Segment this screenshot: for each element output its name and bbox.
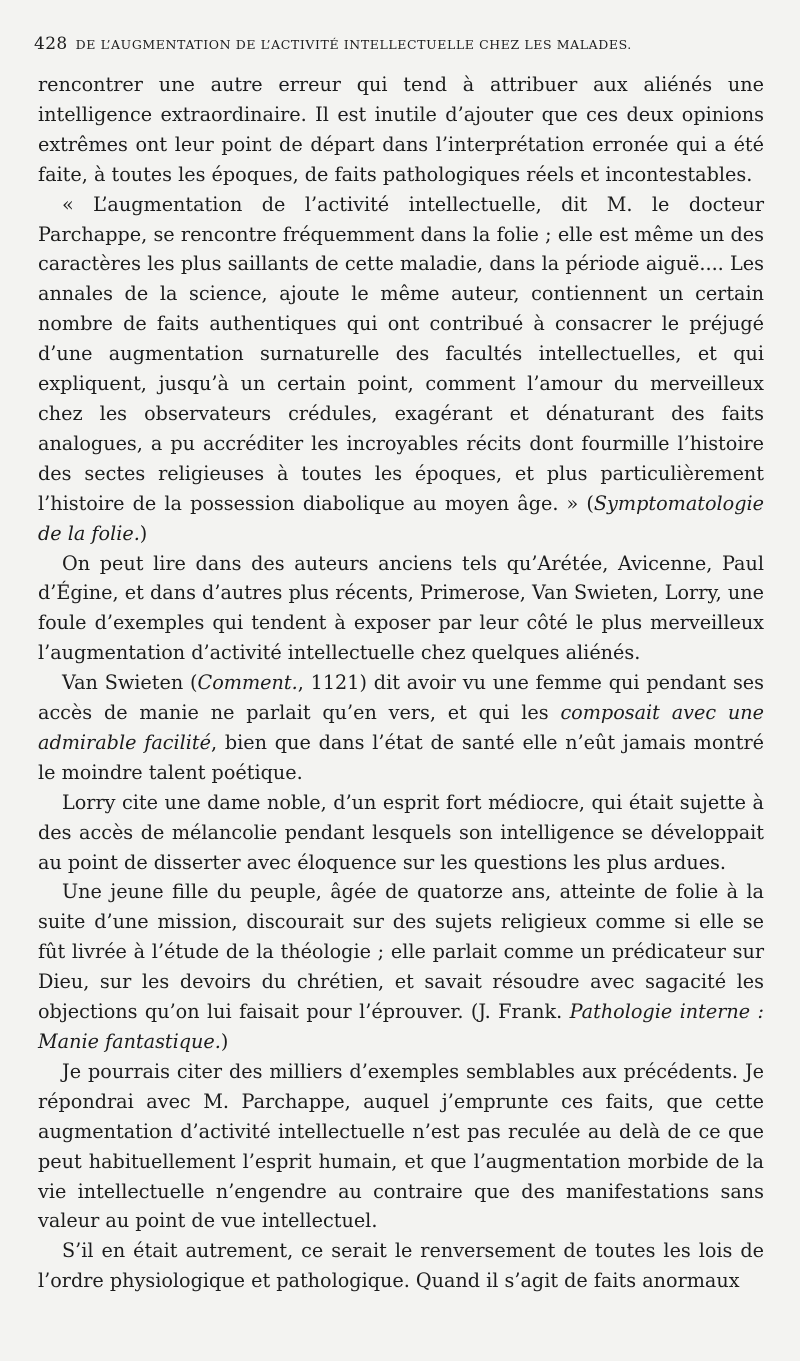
text-run: ) (139, 521, 148, 545)
italic-text: Comment. (197, 671, 298, 695)
text-run: , 1121) dit avoir vu une femme qui pendant ses accès de manie ne parlait qu’en vers, et qui les (38, 671, 764, 725)
text-run: S’il en était autrement, ce serait le renversement de toutes les lois de l’ordre physiologique et pathologique. Quand il s’agit de faits anormaux (38, 1239, 764, 1293)
text-run: Je pourrais citer des milliers d’exemples semblables aux précédents. Je répondrai avec M. Parchappe, auquel j’emprunte ces faits, que cette augmentation d’activité intellectuelle n’est pas reculée au delà de ce que peut habituellement l’esprit humain, et que l’augmentation morbide de la vie intellectuelle n’engendre au contraire que des manifestations sans valeur au point de vue intellectuel. (38, 1059, 764, 1233)
paragraph (38, 190, 764, 549)
text-run: , bien que dans l’état de santé elle n’eût jamais montré le moindre talent poétique. (38, 730, 765, 784)
paragraph (38, 1057, 764, 1236)
body-text (38, 70, 764, 1296)
running-title: DE L’AUGMENTATION DE L’ACTIVITÉ INTELLECTUELLE CHEZ LES MALADES. (75, 37, 632, 52)
italic-text: Pathologie interne : Manie fantastique. (38, 1000, 764, 1053)
italic-text: Symptomatologie de la folie. (38, 491, 764, 545)
text-run: Lorry cite une dame noble, d’un esprit fort médiocre, qui était sujette à des accès de mélancolie pendant lesquels son intelligence se développait au point de disserter avec éloquence sur les questions les plus ardues. (38, 790, 764, 874)
paragraph (38, 788, 764, 878)
paragraph (38, 1236, 764, 1296)
text-run: rencontrer une autre erreur qui tend à attribuer aux aliénés une intelligence extraordinaire. Il est inutile d’ajouter que ces deux opinions extrêmes ont leur point de départ dans l’interprétation erronée qui a été faite, à toutes les époques, de faits pathologiques réels et incontestables. (38, 73, 764, 186)
text-run: Van Swieten ( (62, 671, 198, 695)
text-run: Une jeune fille du peuple, âgée de quatorze ans, atteinte de folie à la suite d’une mission, discourait sur des sujets religieux comme si elle se fût livrée à l’étude de la théologie ; elle parlait comme un prédicateur sur Dieu, sur les devoirs du chrétien, et savait résoudre avec sagacité les objections qu’on lui faisait pour l’éprouver. (J. Frank. (38, 880, 764, 1024)
paragraph (38, 877, 764, 1056)
running-head (34, 34, 774, 54)
text-run: « L’augmentation de l’activité intellectuelle, dit M. le docteur Parchappe, se rencontre fréquemment dans la folie ; elle est même un des caractères les plus saillants de cette maladie, dans la période aiguë.... Les annales de la science, ajoute le même auteur, contiennent un certain nombre de faits authentiques qui ont contribué à consacrer le préjugé d’une augmentation surnaturelle des facultés intellectuelles, et qui expliquent, jusqu’à un certain point, comment l’amour du merveilleux chez les observateurs crédules, exagérant et dénaturant des faits analogues, a pu accréditer les incroyables récits dont fourmille l’histoire des sectes religieuses à toutes les époques, et plus particulièrement l’histoire de la possession diabolique au moyen âge. » ( (38, 192, 764, 515)
italic-text: composait avec une admirable facilité (38, 701, 764, 754)
paragraph (38, 668, 764, 788)
text-run: On peut lire dans des auteurs anciens tels qu’Arétée, Avicenne, Paul d’Égine, et dans d’autres plus récents, Primerose, Van Swieten, Lorry, une foule d’exemples qui tendent à exposer par leur côté le plus merveilleux l’augmentation d’activité intellectuelle chez quelques aliénés. (38, 551, 764, 665)
page-number: 428 (34, 34, 68, 54)
paragraph (38, 549, 764, 669)
paragraph (38, 70, 764, 190)
text-run: ) (220, 1030, 229, 1053)
